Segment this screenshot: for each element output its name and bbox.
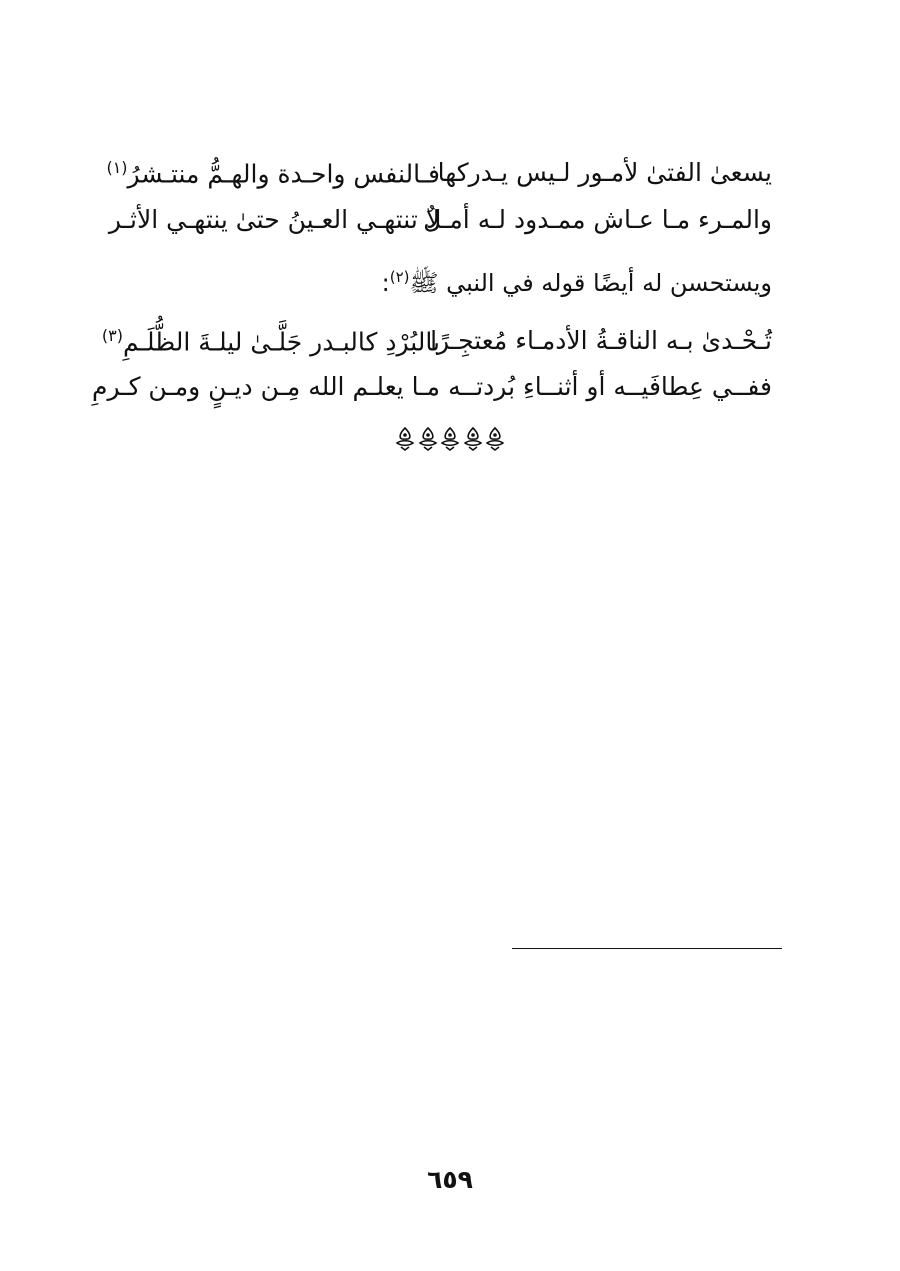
poem2-line2-first-hemistich: ففــي عِطافَيــه أو أثنــاءِ بُردتــه	[448, 372, 772, 401]
ornament-motif-icon	[418, 427, 438, 451]
footnote-ref-2[interactable]: (٢)	[389, 268, 410, 286]
footnote-ref-3[interactable]: (٣)	[101, 326, 123, 345]
footnote-separator	[512, 948, 782, 949]
floral-ornament-icon	[395, 425, 505, 453]
ornament-motif-icon	[485, 427, 505, 451]
intro-paragraph	[382, 270, 772, 295]
intro-text: ويستحسن له أيضًا قوله في النبي ﷺ	[409, 269, 772, 297]
poem1-line1-second-text: فـالنفس واحـدة والهـمُّ منتـشرُ	[127, 159, 440, 189]
poem2-line1-first-hemistich: تُـحْـدىٰ بـه الناقـةُ الأدمـاء مُعتجِـرًا	[430, 326, 772, 355]
footnote-ref-1[interactable]: (١)	[106, 158, 128, 177]
poem2-line1-second-text: بالبُرْدِ كالبـدر جَلَّـىٰ ليلـةَ الظُّلَـمِ	[122, 327, 440, 357]
ornament-motif-icon	[463, 427, 483, 451]
ornament-motif-icon	[395, 427, 415, 451]
page-number: ٦٥٩	[427, 1165, 473, 1194]
poem2-line2-second-hemistich: مـا يعلـم الله مِـن ديـنٍ ومـن كـرمِ	[91, 372, 440, 401]
poem1-line1-second-hemistich	[106, 158, 440, 189]
poem2-line1-second-hemistich	[101, 326, 440, 357]
poem1-line1-first-hemistich: يسعىٰ الفتىٰ لأمـور لـيس يـدركها	[437, 158, 772, 187]
poem1-line2-second-hemistich: لا تنتهـي العـينُ حتىٰ ينتهـي الأثـر	[108, 205, 440, 234]
intro-colon: :	[381, 269, 390, 297]
poem1-line2-first-hemistich: والمـرء مـا عـاش ممـدود لـه أمـلٌ	[423, 205, 772, 234]
ornament-motif-icon	[440, 427, 460, 451]
